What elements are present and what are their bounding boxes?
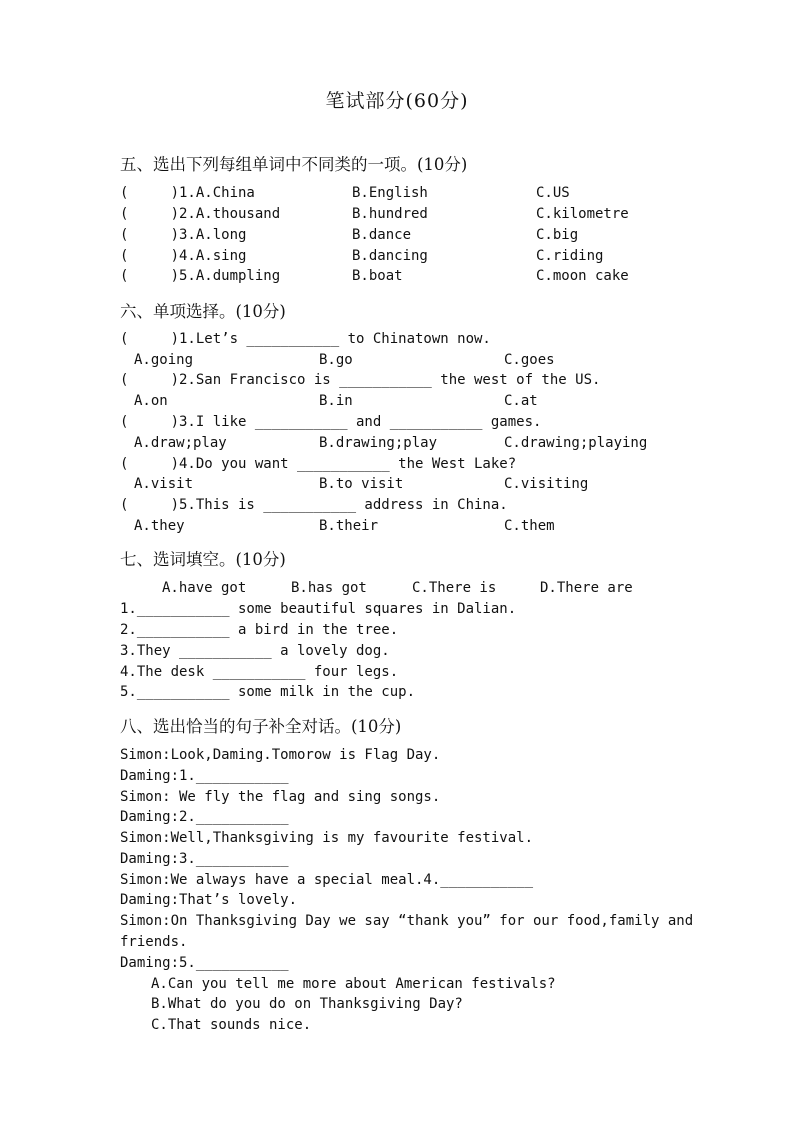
- s6-q1: ( )1.Let’s ___________ to Chinatown now.: [120, 331, 491, 347]
- dialogue-line: Daming:That’s lovely.: [120, 892, 298, 908]
- page-title: 笔试部分(60分): [325, 90, 469, 112]
- s8-choice-c: C.That sounds nice.: [151, 1017, 312, 1033]
- s7-q1: 1.___________ some beautiful squares in Dalian.: [120, 601, 517, 617]
- s6-q4-a: A.visit: [134, 476, 194, 492]
- s6-q4-b: B.to visit: [319, 476, 404, 492]
- dialogue-line: Daming:3.___________: [120, 851, 289, 867]
- dialogue-line: Daming:5.___________: [120, 955, 289, 971]
- s5-q3: ( )3.A.long: [120, 227, 247, 243]
- s8-choice-b: B.What do you do on Thanksgiving Day?: [151, 996, 463, 1012]
- s5-q2-c: C.kilometre: [536, 206, 629, 222]
- s6-q3-c: C.drawing;playing: [504, 435, 648, 451]
- s7-q3: 3.They ___________ a lovely dog.: [120, 643, 390, 659]
- s6-q5: ( )5.This is ___________ address in China.: [120, 497, 508, 513]
- s8-choice-a: A.Can you tell me more about American festivals?: [151, 976, 556, 992]
- s6-q2-b: B.in: [319, 393, 353, 409]
- s6-q1-a: A.going: [134, 352, 194, 368]
- s5-q5-b: B.boat: [352, 268, 403, 284]
- s6-q5-c: C.them: [504, 518, 555, 534]
- s6-q1-c: C.goes: [504, 352, 555, 368]
- s6-q4: ( )4.Do you want ___________ the West Lake?: [120, 456, 517, 472]
- s6-q5-b: B.their: [319, 518, 379, 534]
- s5-q3-c: C.big: [536, 227, 579, 243]
- s7-option-c: C.There is: [412, 580, 497, 596]
- s5-q4-b: B.dancing: [352, 248, 428, 264]
- s5-q4: ( )4.A.sing: [120, 248, 247, 264]
- s5-q1: ( )1.A.China: [120, 185, 255, 201]
- s6-q2-c: C.at: [504, 393, 538, 409]
- s5-q3-b: B.dance: [352, 227, 412, 243]
- s6-q1-b: B.go: [319, 352, 353, 368]
- s6-q3-b: B.drawing;play: [319, 435, 438, 451]
- s5-q5: ( )5.A.dumpling: [120, 268, 281, 284]
- dialogue-line: Daming:2.___________: [120, 809, 289, 825]
- s7-option-d: D.There are: [540, 580, 633, 596]
- s7-q4: 4.The desk ___________ four legs.: [120, 664, 399, 680]
- s7-option-b: B.has got: [291, 580, 367, 596]
- s5-q4-c: C.riding: [536, 248, 604, 264]
- s6-q5-a: A.they: [134, 518, 185, 534]
- s5-q2: ( )2.A.thousand: [120, 206, 281, 222]
- dialogue-line: Simon: We fly the flag and sing songs.: [120, 789, 441, 805]
- s6-q2-a: A.on: [134, 393, 168, 409]
- s5-q2-b: B.hundred: [352, 206, 428, 222]
- dialogue-line: Simon:On Thanksgiving Day we say “thank you” for our food,family and: [120, 913, 694, 929]
- section-6-heading: 六、单项选择。(10分): [120, 302, 286, 321]
- s6-q3: ( )3.I like ___________ and ___________ games.: [120, 414, 542, 430]
- section-8-heading: 八、选出恰当的句子补全对话。(10分): [120, 717, 402, 736]
- dialogue-line: Simon:Well,Thanksgiving is my favourite festival.: [120, 830, 534, 846]
- dialogue-line: friends.: [120, 934, 188, 950]
- s5-q5-c: C.moon cake: [536, 268, 629, 284]
- dialogue-line: Simon:Look,Daming.Tomorow is Flag Day.: [120, 747, 441, 763]
- s5-q1-b: B.English: [352, 185, 428, 201]
- section-7-heading: 七、选词填空。(10分): [120, 550, 286, 569]
- s7-q2: 2.___________ a bird in the tree.: [120, 622, 399, 638]
- dialogue-line: Simon:We always have a special meal.4.___________: [120, 872, 534, 888]
- section-5-heading: 五、选出下列每组单词中不同类的一项。(10分): [120, 155, 468, 174]
- s7-option-a: A.have got: [162, 580, 247, 596]
- s5-q1-c: C.US: [536, 185, 570, 201]
- s6-q2: ( )2.San Francisco is ___________ the west of the US.: [120, 372, 601, 388]
- s6-q4-c: C.visiting: [504, 476, 589, 492]
- s7-q5: 5.___________ some milk in the cup.: [120, 684, 416, 700]
- dialogue-line: Daming:1.___________: [120, 768, 289, 784]
- s6-q3-a: A.draw;play: [134, 435, 227, 451]
